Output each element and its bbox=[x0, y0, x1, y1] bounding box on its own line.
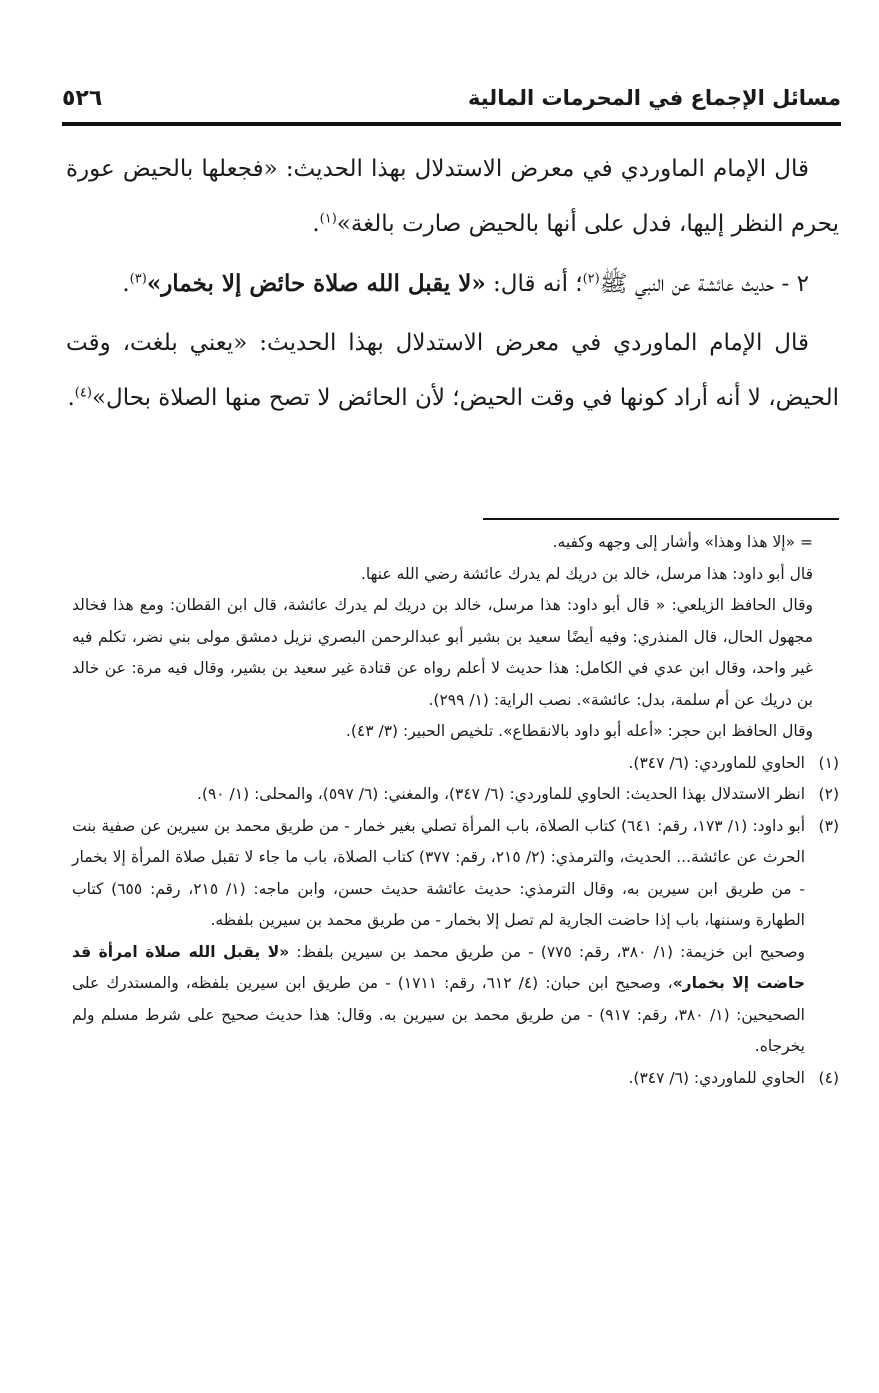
footnote-4 bbox=[72, 1063, 839, 1095]
footnote-continuation-1: = «إلا هذا وهذا» وأشار إلى وجهه وكفيه. bbox=[552, 533, 813, 551]
footnote-separator bbox=[483, 518, 839, 520]
main-text bbox=[66, 142, 839, 426]
footnote-2 bbox=[72, 779, 839, 811]
paragraph-3: قال الإمام الماوردي في معرض الاستدلال بهذا الحديث: «يعني بلغت، وقت الحيض، لا أنه أراد كونها في وقت الحيض؛ لأن الحائض لا تصح منها الصلاة بحال»$^{(٤)}$. bbox=[66, 330, 839, 411]
footnote-ref-2[interactable]: (٢) bbox=[582, 271, 600, 287]
footnote-1 bbox=[72, 748, 839, 780]
page-header bbox=[62, 78, 841, 118]
footnote-ref-4[interactable]: (٤) bbox=[74, 385, 92, 401]
footnote-3 bbox=[72, 811, 839, 1063]
footnote-ref-1[interactable]: (١) bbox=[319, 211, 337, 227]
footnotes bbox=[72, 527, 839, 1094]
footnote-text: الحاوي للماوردي: (٦/ ٣٤٧). bbox=[628, 753, 805, 772]
footnote-ref-3[interactable]: (٣) bbox=[129, 271, 147, 287]
footnote-continuation-2: قال أبو داود: هذا مرسل، خالد بن دريك لم يدرك عائشة رضي الله عنها. bbox=[360, 564, 813, 583]
paragraph-2: ٢ - حديث عائشة عن النبي ﷺ$^{(٢)}$؛ أنه قال: «لا يقبل الله صلاة حائض إلا بخمار»$^{(٣)}$. bbox=[122, 270, 809, 297]
paragraph-1: قال الإمام الماوردي في معرض الاستدلال بهذا الحديث: «فجعلها بالحيض عورة يحرم النظر إليها، فدل على أنها بالحيض صارت بالغة»$^{(١)}$. bbox=[66, 156, 839, 237]
footnote-number: (٤) bbox=[818, 1068, 839, 1087]
running-title: مسائل الإجماع في المحرمات المالية bbox=[468, 86, 841, 110]
header-rule bbox=[62, 122, 841, 126]
footnote-text: انظر الاستدلال بهذا الحديث: الحاوي للماوردي: (٦/ ٣٤٧)، والمغني: (٦/ ٥٩٧)، والمحلى: (١/ ٩٠). bbox=[196, 785, 805, 803]
footnote-text: الحاوي للماوردي: (٦/ ٣٤٧). bbox=[628, 1068, 805, 1087]
page-number: ٥٢٦ bbox=[62, 85, 103, 111]
footnote-number: (٢) bbox=[818, 785, 839, 803]
footnote-continuation-3: وقال الحافظ الزيلعي: « قال أبو داود: هذا مرسل، خالد بن دريك لم يدرك عائشة، قال ابن القطان: ومع هذا فخالد مجهول الحال، قال المنذري: وفيه أيضًا سعيد بن بشير أبو عبدالرحمن البصري نزيل دمشق مولى بني نضر، تكلم فيه غير واحد، وقال ابن عدي في الكامل: هذا حديث لا أعلم رواه عن قتادة غير سعيد بن بشير، وقال فيه مرة: عن خالد بن دريك عن أم سلمة، بدل: عائشة». نصب الراية: (١/ ٢٩٩). bbox=[72, 596, 813, 709]
footnote-text: أبو داود: (١/ ١٧٣، رقم: ٦٤١) كتاب الصلاة، باب المرأة تصلي بغير خمار - من طريق محمد بن سيرين عن صفية بنت الحرث عن عائشة... الحديث، والترمذي: (٢/ ٢١٥، رقم: ٣٧٧) كتاب الصلاة، باب ما جاء لا تقبل صلاة المرأة إلا بخمار - من طريق ابن سيرين به، وقال الترمذي: حديث عائشة حديث حسن، وابن ماجه: (١/ ٢١٥، رقم: ٦٥٥) كتاب الطهارة وسننها، باب إذا حاضت الجارية لم تصل إلا بخمار - من طريق محمد بن سيرين بلفظه. وصحيح ابن خزيمة: (١/ ٣٨٠، رقم: ٧٧٥) - من طريق محمد بن سيرين بلفظ: «لا يقبل الله صلاة امرأة قد حاضت إلا بخمار»، وصحيح ابن حبان: (٤/ ٦١٢، رقم: ١٧١١) - من طريق ابن سيرين بلفظه، والمستدرك على الصحيحين: (١/ ٣٨٠، رقم: ٩١٧) - من طريق محمد بن سيرين به. وقال: هذا حديث صحيح على شرط مسلم ولم يخرجاه. bbox=[72, 816, 805, 1055]
footnote-number: (١) bbox=[818, 753, 839, 772]
hadith-text: «لا يقبل الله صلاة حائض إلا بخمار» bbox=[146, 270, 486, 297]
footnote-continuation-4: وقال الحافظ ابن حجر: «أعله أبو داود بالانقطاع». تلخيص الحبير: (٣/ ٤٣). bbox=[345, 722, 813, 740]
footnote-number: (٣) bbox=[818, 816, 839, 835]
